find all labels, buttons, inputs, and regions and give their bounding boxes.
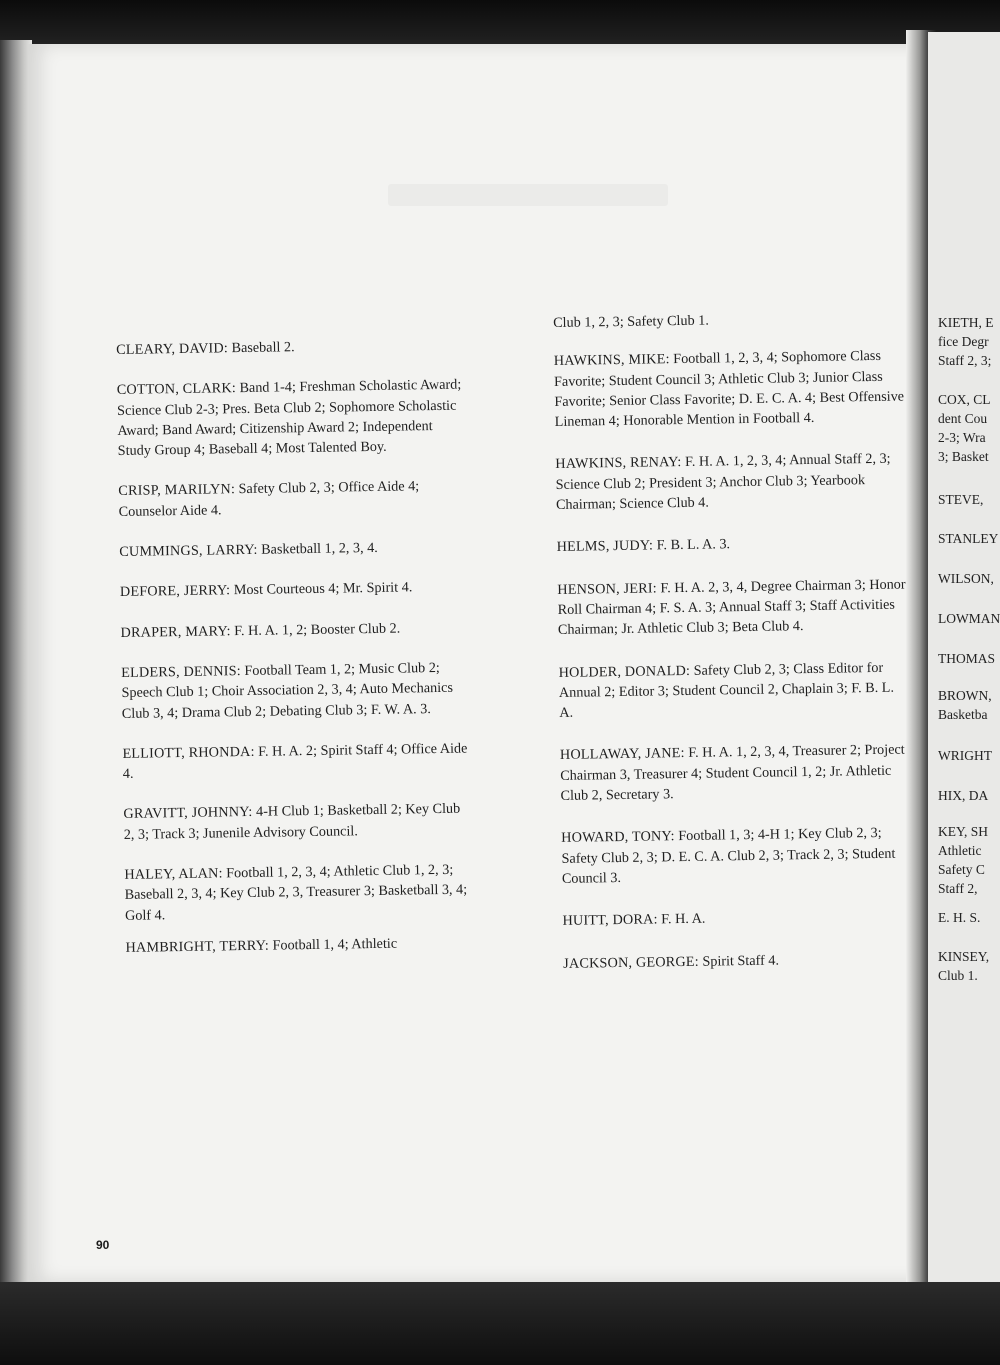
next-page-text: Staff 2, 3; (938, 353, 992, 368)
student-entry (122, 738, 473, 784)
student-name: HAWKINS, MIKE: (553, 351, 670, 370)
next-page-text: 2-3; Wra (938, 430, 986, 445)
student-name: CUMMINGS, LARRY: (119, 541, 258, 561)
student-entry (557, 532, 907, 558)
student-name: JACKSON, GEORGE: (563, 953, 699, 972)
next-page-text: Basketba (938, 707, 988, 722)
left-column (116, 335, 476, 979)
student-name: HOWARD, TONY: (561, 828, 675, 847)
student-name: HAMBRIGHT, TERRY: (125, 937, 270, 956)
scan-background-bottom (0, 1282, 1000, 1365)
student-entry (563, 948, 913, 974)
student-activities: Football 1, 2, 3, 4; Athletic Club 1, 2, 3; Baseball 2, 3, 4; Key Club 2, 3, Treasurer 3; Basketball 3, 4; Golf 4. (124, 861, 468, 924)
continued-text: Club 1, 2, 3; Safety Club 1. (553, 312, 709, 331)
student-name: COTTON, CLARK: (116, 380, 237, 399)
student-activities: Football Team 1, 2; Music Club 2; Speech Club 1; Choir Association 2, 3, 4; Auto Mechanics Club 3, 4; Drama Club 2; Debating Club 3; F. W. A. 3. (121, 659, 454, 722)
student-name: CRISP, MARILYN: (118, 481, 236, 500)
next-page-text: STANLEY (938, 531, 999, 546)
next-page-text: WRIGHT (938, 748, 992, 763)
student-entry (123, 799, 474, 845)
student-entry (121, 657, 472, 723)
next-page-text: 3; Basket (938, 449, 989, 464)
student-name: HALEY, ALAN: (124, 865, 223, 883)
next-page-text: KIETH, E (938, 315, 994, 330)
next-page-text: KINSEY, (938, 949, 990, 964)
student-entry (562, 906, 912, 932)
next-page-text: E. H. S. (938, 910, 981, 925)
student-name: HUITT, DORA: (562, 911, 658, 930)
next-page-text: HIX, DA (938, 788, 989, 803)
right-column (553, 308, 914, 996)
student-entry (554, 346, 905, 433)
student-entry (561, 823, 912, 889)
next-page-text: BROWN, (938, 688, 992, 703)
student-entry (118, 476, 469, 522)
student-entry (116, 335, 466, 361)
student-activities: Safety Club 2, 3; Office Aide 4; Counselor Aide 4. (118, 478, 420, 520)
student-entry (120, 617, 470, 643)
student-activities: Football 1, 4; Athletic (272, 935, 398, 954)
next-page-text: dent Cou (938, 411, 988, 426)
student-activities: F. H. A. 2; Spirit Staff 4; Office Aide 4. (122, 740, 468, 783)
next-page-text: THOMAS (938, 651, 996, 666)
student-name: DEFORE, JERRY: (119, 582, 231, 601)
student-activities: Football 1, 2, 3, 4; Sophomore Class Favorite; Student Council 3; Athletic Club 3; Junior Class Favorite; Senior Class Favorite; D. E. C. A. 4; Best Offensive Lineman 4; Honorable Mention in Football 4. (553, 348, 905, 431)
student-name: DRAPER, MARY: (120, 622, 231, 641)
student-entry (558, 657, 909, 723)
student-activities: Baseball 2. (231, 339, 295, 357)
student-name: ELLIOTT, RHONDA: (122, 743, 255, 762)
next-page-text: Staff 2, (938, 881, 978, 896)
student-name: HELMS, JUDY: (556, 537, 654, 556)
next-page-text: STEVE, (938, 492, 984, 507)
next-page-edge (928, 32, 1000, 1287)
student-activities: F. B. L. A. 3. (656, 536, 731, 554)
student-entry (560, 740, 911, 806)
student-entry (557, 574, 908, 640)
student-name: HOLLAWAY, JANE: (559, 745, 685, 764)
student-entry (120, 577, 470, 603)
next-page-text: Safety C (938, 862, 985, 877)
bleed-through-heading (388, 184, 668, 206)
student-activities: Spirit Staff 4. (702, 952, 780, 970)
student-activities: F. H. A. (661, 910, 706, 928)
student-name: ELDERS, DENNIS: (121, 663, 241, 681)
next-page-text: Club 1. (938, 968, 978, 983)
student-entry (117, 375, 468, 462)
page-number: 90 (96, 1238, 110, 1252)
student-entry (555, 449, 906, 515)
student-entry (124, 859, 475, 925)
student-activities: 4-H Club 1; Basketball 2; Key Club 2, 3; Track 3; Junenile Advisory Council. (123, 801, 461, 843)
student-name: HOLDER, DONALD: (558, 662, 691, 681)
next-page-text: WILSON, (938, 571, 994, 586)
next-page-text: LOWMAN (938, 611, 1000, 626)
student-name: HAWKINS, RENAY: (555, 454, 682, 473)
next-page-text: KEY, SH (938, 824, 989, 839)
student-activities: Band 1-4; Freshman Scholastic Award; Science Club 2-3; Pres. Beta Club 2; Sophomore Scholastic Award; Band Award; Citizenship Award 2; Independent Study Group 4; Baseball 4; Most Talented Boy. (116, 376, 462, 460)
student-entry (125, 932, 475, 958)
next-page-text: fice Degr (938, 334, 989, 349)
student-name: CLEARY, DAVID: (116, 340, 229, 358)
student-activities: F. H. A. 1, 2, 3, 4, Treasurer 2; Project Chairman 3, Treasurer 4; Student Council 1, 2; Jr. Athletic Club 2, Secretary 3. (560, 741, 905, 804)
student-name: GRAVITT, JOHNNY: (123, 804, 253, 823)
student-activities: Most Courteous 4; Mr. Spirit 4. (233, 579, 413, 599)
next-page-text: Athletic (938, 843, 982, 858)
next-page-text: COX, CL (938, 392, 991, 407)
student-name: HENSON, JERI: (557, 580, 658, 598)
student-activities: F. H. A. 1, 2, 3, 4; Annual Staff 2, 3; Science Club 2; President 3; Anchor Club 3; Yearbook Chairman; Science Club 4. (555, 451, 891, 514)
student-entry (119, 537, 469, 563)
student-activities: Football 1, 3; 4-H 1; Key Club 2, 3; Safety Club 2, 3; D. E. C. A. Club 2, 3; Track 2, 3; Student Council 3. (561, 825, 896, 887)
student-activities: F. H. A. 2, 3, 4, Degree Chairman 3; Honor Roll Chairman 4; F. S. A. 3; Annual Staff 3; Staff Activities Chairman; Jr. Athletic Club 3; Beta Club 4. (557, 576, 906, 639)
student-activities: F. H. A. 1, 2; Booster Club 2. (234, 620, 401, 639)
student-activities: Safety Club 2, 3; Class Editor for Annual 2; Editor 3; Student Council 2, Chaplain 3; F. B. L. A. (558, 659, 895, 722)
student-activities: Basketball 1, 2, 3, 4. (261, 539, 378, 558)
